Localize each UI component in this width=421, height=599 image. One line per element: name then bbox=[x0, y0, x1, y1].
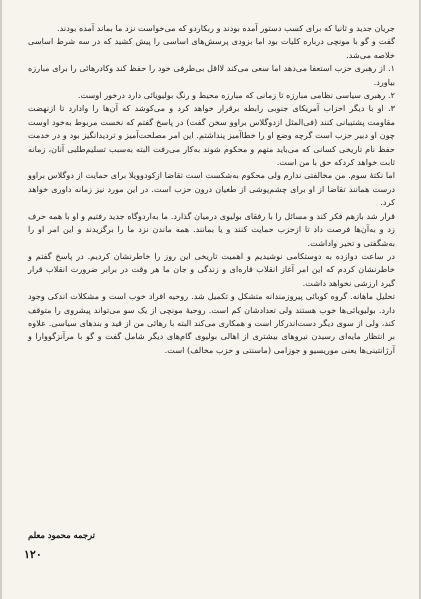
paragraph-camp: قرار شد بازهم فکر کند و مسائل را با رفقای بولیوی درمیان گذارد. ما به‌اردوگاه جدید رفتیم و او با همه حرف زد و به‌آن‌ها فرصت داد تا ازحزب حمایت کنند و یا بمانند. همه ماندن نزد ما را برگزیدند و این امر او را به‌شگفتی و تحیر واداشت. bbox=[28, 210, 395, 248]
body-text bbox=[28, 22, 395, 357]
paragraph-monthly-analysis: تحلیل ماهانه. گروه کوبائی پیروزمندانه متشکل و تکمیل شد. روحیه افراد خوب است و مشکلات اندکی وجود دارد. بولیویائی‌ها خوب هستند ولی تعدادشان کم است. روحیهٔ مونچی از یک سو می‌تواند پیشروی را متوقف کند، ولی از سوی دیگر دست‌اندرکار است و همکاری می‌کند البته با رهائی من از قید و بندهای سیاسی. علاوه بر انتظار مایه‌ای رسیدن نیروهای بیشتری از اهالی بولیوی گام‌های دیگر شامل گفت و گو با مرآنزگووارا و آرژانتینی‌ها یعنی موریسیو و جوزامی (ماسنتی و حزب مخالف) است. bbox=[28, 291, 395, 355]
paragraph-point-1: ۱. از رهبری حزب استعفا می‌دهد اما سعی می‌کند لااقل بی‌طرفی خود را حفظ کند وکادرهائی را برای مبارزه بیاورد. bbox=[28, 63, 395, 87]
paragraph-point-3: ۳. او با دیگر احزاب آمریکای جنوبی رابطه برقرار خواهد کرد و می‌کوشد که آن‌ها را وادارد تا ازنهضت مقاومت پشتیبانی کنند (فی‌المثل ازدوگلاس براوو سخن گفت) در پاسخ گفتم که نخست مربوط به‌خود اوست چون او دبیر حزب است گرچه وضع او را خطاآمیز پنداشتم. این امر مصلحت‌آمیز و تردیدانگیز بود و در خدمت حفظ نام تاریخی کسانی که می‌باید متهم و محکوم شوند به‌کار می‌رفت البته به‌سبب تسلیم‌طلبی آنان، زمانه ثابت خواهد کردکه حق با من است. bbox=[28, 103, 395, 168]
page-number: ۱۲۰ bbox=[24, 548, 42, 561]
paragraph-midnight: در ساعت دوازده به دوستکامی نوشیدیم و اهمیت تاریخی این روز را خاطرنشان کردیم. در پاسخ گفتم و خاطرنشان کردم که این امر آغاز انقلاب قاره‌ای و زندگی و جان ما هر وقت در برابر ضرورت انقلاب قرار گیرد ارزشی نخواهد داشت. bbox=[28, 250, 395, 288]
paragraph-conversation: گفت و گو با مونچی درباره کلیات بود اما بزودی پرسش‌های اساسی را پیش کشید که در سه شرط اساسی خلاصه می‌شد. bbox=[28, 36, 395, 60]
paragraph-third-point: اما نکتهٔ سوم. من مخالفتی ندارم ولی محکوم به‌شکست است تقاضا ازکودوویلا برای حمایت از دوگلاس براوو درست همانند تقاضا از او برای چشم‌پوشی از طغیان درون حزب است. در این مورد نیز زمانه داوری خواهد کرد. bbox=[28, 170, 395, 208]
paragraph-intro: جریان جدید و ثانیا که برای کسب دستور آمده بودند و ربکاردو که می‌خواست نزد ما بماند آمده بودند. bbox=[57, 23, 395, 33]
translator-credit: ترجمه محمود معلم bbox=[28, 530, 95, 540]
paragraph-point-2: ۲. رهبری سیاسی نظامی مبارزه تا زمانی که مبارزه محیط و رنگ بولیویائی دارد درخور اوست. bbox=[77, 90, 395, 101]
